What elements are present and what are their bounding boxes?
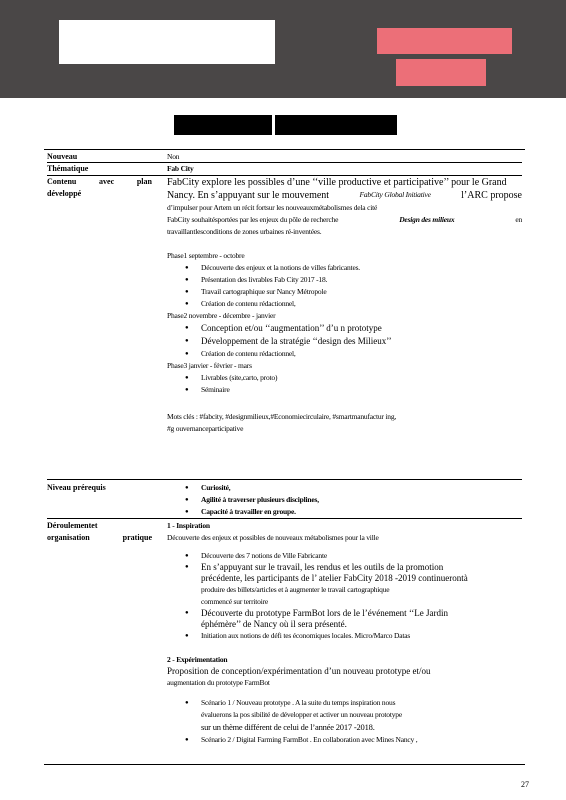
list-item [167, 608, 522, 630]
contenu-content [167, 176, 522, 435]
row-label-contenu [47, 176, 152, 200]
intro-line [167, 189, 522, 202]
row-value: Non [167, 152, 180, 161]
list-line: En s’appuyant sur le travail, les rendus et les outils de la promotion [201, 562, 444, 572]
row-value: Fab City [167, 164, 194, 173]
prerequis-content [167, 482, 522, 518]
page-number: 27 [521, 780, 529, 789]
header-red-block-top [377, 28, 512, 54]
list-item: ● Création de contenu rédactionnel, [167, 298, 522, 310]
redacted-title-part-2 [275, 115, 397, 135]
intro-italic: Design des milieux [399, 215, 455, 224]
table-top-rule [44, 149, 525, 150]
list-item: ● Agilité à traverser plusieurs disciplines, [167, 494, 522, 506]
list-item: ● Livrables (site,carto, proto) [167, 372, 522, 384]
row-label: Thématique [47, 164, 89, 173]
intro-text: en [515, 215, 522, 224]
list-item: ● Curiosité, [167, 482, 522, 494]
section-intro: augmentation du prototype FarmBot [167, 678, 270, 687]
label-word: organisation [47, 533, 90, 542]
list-item: ● Présentation des livrables Fab City 2017 -18. [167, 274, 522, 286]
section-intro: Proposition de conception/expérimentation d’un nouveau prototype et/ou [167, 666, 431, 676]
list-line: commencé sur territoire [201, 597, 269, 606]
phase-title: Phase3 janvier - février - mars [167, 361, 252, 370]
intro-line [167, 214, 522, 226]
list-item: ● Création de contenu rédactionnel, [167, 348, 522, 360]
list-item: ● Travail cartographique sur Nancy Métropole [167, 286, 522, 298]
list-line: Scénario 1 / Nouveau prototype . A la suite du temps inspiration nous [201, 698, 396, 707]
row-separator [47, 518, 522, 519]
deroulement-content [167, 520, 522, 746]
intro-line: FabCity explore les possibles d’une ‘‘ville productive et participative’’ pour le Grand [167, 177, 507, 188]
intro-line: d’impulser pour Artem un récit fortsur les nouveauxmétabolismes dela cité [167, 203, 378, 212]
header-band [0, 0, 566, 98]
section-title: 2 - Expérimentation [167, 655, 228, 664]
list-line: évaluerons la pos sibilité de développer et activer un nouveau prototype [201, 710, 402, 719]
redacted-title-part-1 [174, 115, 272, 135]
keywords-line: #g ouvernanceparticipative [167, 424, 244, 433]
list-item [167, 697, 522, 734]
section-title: 1 - Inspiration [167, 521, 210, 530]
list-item: ● Capacité à travailler en groupe. [167, 506, 522, 518]
phase2-list [167, 322, 522, 360]
phase1-list [167, 262, 522, 310]
label-word: avec [99, 177, 115, 186]
intro-text: l’ARC propose [461, 190, 522, 201]
list-line: Découverte du prototype FarmBot lors de le l’événement ‘‘Le Jardin [201, 608, 448, 618]
intro-italic: FabCity Global Initiative [359, 190, 431, 199]
label-word: Déroulementet [47, 521, 98, 530]
intro-text: FabCity souhaitésportées par les enjeux du pôle de recherche [167, 215, 339, 224]
scenario-list [167, 697, 522, 746]
row-label: Nouveau [47, 152, 78, 161]
list-line: produire des billets/articles et à augmenter le travail cartographique [201, 585, 390, 594]
phase3-list [167, 372, 522, 396]
phase-title: Phase2 novembre - décembre - janvier [167, 311, 276, 320]
intro-line: travaillantlesconditions de zones urbaines ré-inventées. [167, 227, 322, 236]
label-word: plan [136, 177, 152, 186]
list-item: ● Découverte des enjeux et la notions de villes fabricantes. [167, 262, 522, 274]
header-logo-placeholder [59, 20, 275, 64]
phase-title: Phase1 septembre - octobre [167, 251, 245, 260]
section-intro: Découverte des enjeux et possibles de nouveaux métabolismes pour la ville [167, 533, 379, 542]
row-label-deroulement [47, 520, 152, 544]
list-line: éphémère’’ de Nancy où il sera présenté. [201, 619, 347, 629]
section1-list [167, 550, 522, 642]
list-line: sur un thème différent de celui de l’année 2017 -2018. [201, 722, 375, 732]
label-word: pratique [122, 533, 152, 542]
row-label: Niveau prérequis [47, 483, 106, 492]
keywords-line: Mots clés : #fabcity, #designmilieux,#Economiecirculaire, #smartmanufactur ing, [167, 412, 397, 421]
table-bottom-rule [44, 764, 525, 765]
label-word: développé [47, 189, 82, 198]
list-item: ● Découverte des 7 notions de Ville Fabricante [167, 550, 522, 562]
header-red-block-bottom [396, 59, 486, 86]
list-item: ● Conception et/ou ‘‘augmentation’’ d’u n prototype [167, 322, 522, 335]
list-item: ● Initiation aux notions de défi tes économiques locales. Micro/Marco Datas [167, 630, 522, 642]
list-line: précédente, les participants de l’ atelier FabCity 2018 -2019 continuerontà [201, 573, 468, 583]
prerequis-list [167, 482, 522, 518]
list-item: ● Développement de la stratégie ‘‘design des Milieux’’ [167, 335, 522, 348]
list-item: ● Scénario 2 / Digital Farming FarmBot . En collaboration avec Mines Nancy , [167, 734, 522, 746]
list-item [167, 562, 522, 608]
intro-text: Nancy. En s’appuyant sur le mouvement [167, 190, 330, 201]
list-item: ● Séminaire [167, 384, 522, 396]
label-word: Contenu [47, 177, 77, 186]
row-separator [47, 479, 522, 480]
